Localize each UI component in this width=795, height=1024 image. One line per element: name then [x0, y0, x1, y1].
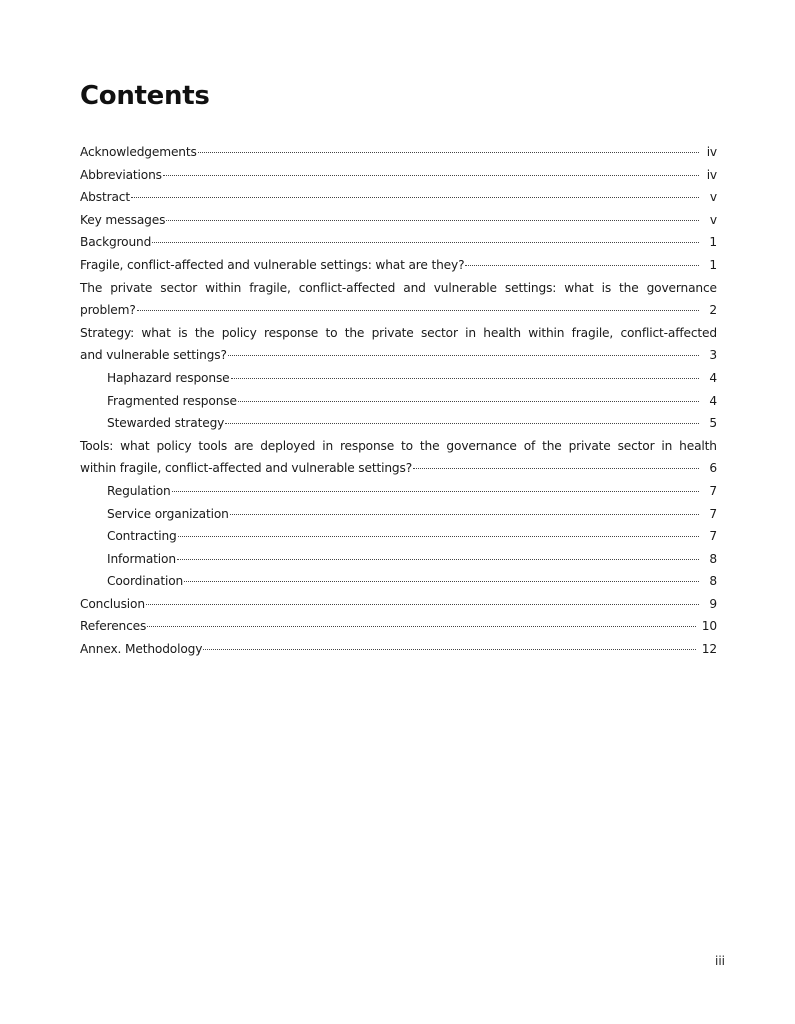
toc-entry-private-sector[interactable]: [80, 277, 717, 322]
dot-leader: [184, 581, 699, 582]
dot-leader: [465, 265, 699, 266]
toc-word: settings:: [504, 280, 557, 295]
toc-entry-last-line: [80, 344, 717, 367]
toc-entry-page: 7: [709, 483, 717, 498]
toc-entry-conclusion[interactable]: [80, 593, 717, 616]
toc-entry-page: 4: [709, 393, 717, 408]
toc-entry-first-line: [80, 322, 717, 345]
toc-entry-last-line: [80, 299, 717, 322]
toc-word: sector: [420, 325, 458, 340]
toc-entry-label: Abstract: [80, 190, 130, 205]
dot-leader: [178, 536, 699, 537]
toc-word: fragile,: [249, 280, 291, 295]
dot-leader: [152, 242, 699, 243]
toc-entry-label: Information: [107, 551, 176, 566]
dot-leader: [177, 559, 699, 560]
toc-entry-coordination[interactable]: [80, 570, 717, 593]
toc-word: policy: [221, 325, 257, 340]
toc-entry-label: Coordination: [107, 574, 184, 589]
toc-entry-key-messages[interactable]: [80, 209, 717, 232]
toc-entry-label: and vulnerable settings?: [80, 348, 227, 363]
toc-entry-label: Key messages: [80, 212, 166, 227]
toc-entry-page: 1: [709, 235, 717, 250]
toc-word: tools: [198, 438, 228, 453]
toc-entry-page: 5: [709, 416, 717, 431]
toc-word: sector: [160, 280, 198, 295]
toc-word: private: [568, 438, 611, 453]
toc-entry-page: 7: [709, 529, 717, 544]
dot-leader: [413, 468, 699, 469]
toc-word: vulnerable: [433, 280, 497, 295]
toc-word: in: [465, 325, 476, 340]
toc-word: conflict-affected: [298, 280, 396, 295]
toc-entry-page: v: [709, 212, 717, 227]
toc-entry-page: 4: [709, 370, 717, 385]
dot-leader: [166, 220, 699, 221]
dot-leader: [230, 514, 699, 515]
toc-word: the: [419, 438, 440, 453]
toc-entry-label: Contracting: [107, 529, 177, 544]
toc-entry-abbreviations[interactable]: [80, 164, 717, 187]
dot-leader: [163, 175, 699, 176]
toc-word: policy: [156, 438, 192, 453]
toc-entry-acknowledgements[interactable]: [80, 141, 717, 164]
dot-leader: [238, 401, 699, 402]
toc-word: within: [528, 325, 565, 340]
page-title: Contents: [80, 81, 210, 111]
toc-entry-label: Abbreviations: [80, 167, 162, 182]
toc-word: governance: [446, 438, 517, 453]
toc-entry-haphazard-response[interactable]: [80, 367, 717, 390]
toc-entry-page: 1: [709, 257, 717, 272]
toc-entry-label: Regulation: [107, 483, 171, 498]
table-of-contents: [80, 141, 717, 661]
dot-leader: [146, 604, 699, 605]
toc-word: fragile,: [571, 325, 614, 340]
toc-word: response: [339, 438, 395, 453]
toc-entry-label: Service organization: [107, 506, 229, 521]
toc-entry-page: 7: [709, 506, 717, 521]
toc-word: response: [263, 325, 319, 340]
toc-word: what: [141, 325, 171, 340]
toc-entry-information[interactable]: [80, 548, 717, 571]
toc-word: the: [344, 325, 365, 340]
dot-leader: [137, 310, 699, 311]
toc-word: deployed: [260, 438, 316, 453]
toc-word: private: [110, 280, 153, 295]
toc-word: Strategy:: [80, 325, 135, 340]
toc-entry-label: References: [80, 619, 147, 634]
dot-leader: [231, 378, 700, 379]
toc-word: in: [322, 438, 334, 453]
dot-leader: [131, 197, 699, 198]
toc-entry-label: Haphazard response: [107, 370, 230, 385]
dot-leader: [198, 152, 699, 153]
toc-word: private: [371, 325, 414, 340]
toc-entry-label: within fragile, conflict-affected and vulnerable settings?: [80, 461, 413, 476]
toc-word: Tools:: [80, 438, 114, 453]
toc-entry-abstract[interactable]: [80, 186, 717, 209]
toc-word: to: [401, 438, 413, 453]
toc-word: of: [523, 438, 536, 453]
toc-word: health: [483, 325, 521, 340]
toc-entry-page: iv: [706, 167, 717, 182]
toc-entry-label: Acknowledgements: [80, 145, 197, 159]
toc-entry-stewarded-strategy[interactable]: [80, 412, 717, 435]
toc-word: conflict-affected: [620, 325, 717, 340]
toc-word: in: [661, 438, 673, 453]
toc-entry-label: Fragile, conflict-affected and vulnerable settings: what are they?: [80, 257, 465, 272]
toc-word: sector: [617, 438, 655, 453]
toc-entry-page: 9: [709, 596, 717, 611]
toc-entry-page: 8: [709, 574, 717, 589]
toc-entry-first-line: [80, 435, 717, 458]
toc-entry-page: 6: [709, 461, 717, 476]
dot-leader: [203, 649, 695, 650]
toc-entry-label: Fragmented response: [107, 393, 237, 408]
toc-word: what: [120, 438, 150, 453]
toc-entry-page: 3: [709, 348, 717, 363]
toc-entry-annex-methodology[interactable]: [80, 638, 717, 661]
toc-entry-last-line: [80, 457, 717, 480]
toc-entry-page: 8: [709, 551, 717, 566]
toc-entry-label: Conclusion: [80, 596, 145, 611]
toc-entry-tools[interactable]: [80, 435, 717, 480]
toc-word: governance: [646, 280, 717, 295]
dot-leader: [225, 423, 699, 424]
toc-word: the: [619, 280, 639, 295]
toc-entry-background[interactable]: [80, 231, 717, 254]
toc-entry-first-line: [80, 277, 717, 300]
toc-entry-label: Stewarded strategy: [107, 416, 225, 431]
dot-leader: [228, 355, 699, 356]
toc-entry-references[interactable]: [80, 615, 717, 638]
toc-word: and: [403, 280, 426, 295]
toc-word: is: [601, 280, 612, 295]
toc-word: what: [564, 280, 594, 295]
toc-entry-page: 2: [709, 303, 717, 318]
toc-entry-strategy[interactable]: [80, 322, 717, 367]
toc-word: within: [205, 280, 242, 295]
toc-entry-regulation[interactable]: [80, 480, 717, 503]
toc-word: health: [679, 438, 717, 453]
toc-word: are: [234, 438, 254, 453]
toc-entry-fragile-settings[interactable]: [80, 254, 717, 277]
toc-word: is: [178, 325, 188, 340]
toc-entry-page: 12: [701, 642, 717, 657]
toc-entry-fragmented-response[interactable]: [80, 390, 717, 413]
page-number: iii: [714, 954, 725, 968]
toc-entry-service-organization[interactable]: [80, 503, 717, 526]
toc-entry-page: iv: [706, 145, 717, 159]
toc-entry-label: problem?: [80, 303, 136, 318]
toc-entry-label: Annex. Methodology: [80, 642, 203, 657]
toc-entry-label: Background: [80, 235, 152, 250]
toc-entry-page: v: [709, 190, 717, 205]
dot-leader: [147, 626, 696, 627]
toc-entry-page: 10: [701, 619, 717, 634]
toc-entry-contracting[interactable]: [80, 525, 717, 548]
dot-leader: [172, 491, 699, 492]
toc-word: the: [542, 438, 562, 453]
toc-word: the: [194, 325, 215, 340]
toc-word: The: [80, 280, 103, 295]
toc-word: to: [325, 325, 338, 340]
